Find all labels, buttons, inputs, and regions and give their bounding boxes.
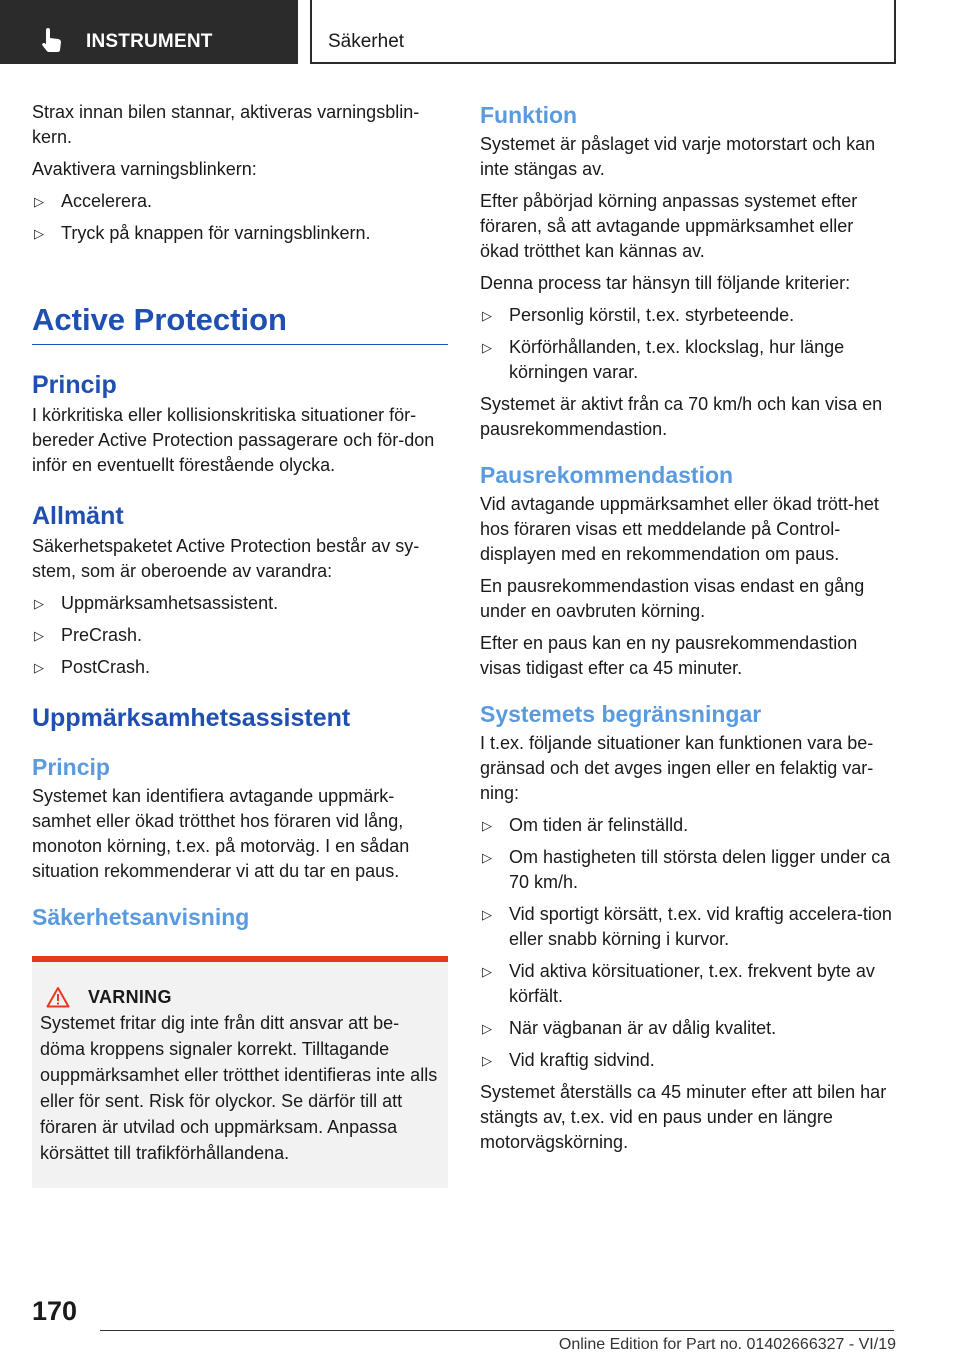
funktion-heading: Funktion bbox=[480, 102, 578, 128]
list-item: ▷ Vid kraftig sidvind. bbox=[480, 1048, 894, 1073]
assistant-heading: Uppmärksamhetsassistent bbox=[32, 704, 351, 732]
paus-paragraph-2: En pausrekommendastion visas endast en gång under en oavbruten körning. bbox=[480, 576, 865, 621]
allmant-list bbox=[32, 591, 448, 680]
list-item: ▷ Vid aktiva körsituationer, t.ex. frekvent byte av körfält. bbox=[482, 961, 875, 1006]
section-title: Active Protection bbox=[32, 300, 448, 345]
paus-paragraph-3: Efter en paus kan en ny pausrekommendastion visas tidigast efter ca 45 minuter. bbox=[480, 633, 858, 678]
warning-header bbox=[40, 986, 440, 1008]
triangle-bullet-icon: ▷ bbox=[34, 596, 44, 611]
funktion-paragraph-3: Denna process tar hänsyn till följande kriterier: bbox=[480, 273, 851, 293]
limits-paragraph-1: I t.ex. följande situationer kan funktionen vara be‐gränsad och det avges ingen eller en felaktig var‐ning: bbox=[480, 733, 874, 803]
warning-text: Systemet fritar dig inte från ditt ansvar att be‐döma kroppens signaler korrekt. Tilltagande ouppmärksamhet eller trötthet identifieras inte alls eller för sent. Risk för olyckor. Se därför till att föraren är utvilad och uppmärksam. Anpassa körsättet till trafikförhållandena. bbox=[40, 1013, 438, 1163]
triangle-bullet-icon: ▷ bbox=[482, 850, 492, 865]
funktion-paragraph-1: Systemet är påslaget vid varje motorstart och kan inte stängas av. bbox=[480, 134, 876, 179]
limits-heading: Systemets begränsningar bbox=[480, 701, 762, 727]
triangle-bullet-icon: ▷ bbox=[482, 964, 492, 979]
assistant-princip-heading: Princip bbox=[32, 754, 110, 780]
triangle-bullet-icon: ▷ bbox=[482, 907, 492, 922]
triangle-bullet-icon: ▷ bbox=[34, 660, 44, 675]
edition-text: Online Edition for Part no. 01402666327 - VI/19 bbox=[558, 1336, 896, 1353]
triangle-bullet-icon: ▷ bbox=[34, 226, 44, 241]
triangle-bullet-icon: ▷ bbox=[34, 194, 44, 209]
warning-label: VARNING bbox=[88, 986, 172, 1007]
list-item: ▷ Uppmärksamhetsassistent. bbox=[32, 591, 448, 616]
funktion-list bbox=[480, 303, 894, 385]
princip-heading: Princip bbox=[32, 371, 117, 399]
allmant-heading: Allmänt bbox=[32, 502, 124, 530]
header-tab-label: INSTRUMENT bbox=[86, 31, 213, 52]
list-item: ▷ Om hastigheten till största delen ligger under ca 70 km/h. bbox=[482, 847, 891, 892]
list-item: ▷ Vid sportigt körsätt, t.ex. vid kraftig accelera‐tion eller snabb körning i kurvor. bbox=[482, 904, 892, 949]
left-column bbox=[32, 100, 448, 1188]
triangle-bullet-icon: ▷ bbox=[482, 1053, 492, 1068]
right-column bbox=[480, 100, 894, 1162]
limits-paragraph-2: Systemet återställs ca 45 minuter efter att bilen har stängts av, t.ex. vid en paus under en längre motorvägskörning. bbox=[480, 1082, 887, 1152]
triangle-bullet-icon: ▷ bbox=[482, 1021, 492, 1036]
warning-box bbox=[32, 956, 448, 1188]
list-item: ▷ Tryck på knappen för varningsblinkern. bbox=[32, 221, 448, 246]
page-number: 170 bbox=[32, 1296, 78, 1326]
princip-text: I körkritiska eller kollisionskritiska situationer för‐bereder Active Protection passagerare och för‐don inför en eventuellt förestående olycka. bbox=[32, 405, 435, 475]
list-item: ▷ Körförhållanden, t.ex. klockslag, hur länge körningen varar. bbox=[482, 337, 845, 382]
list-item: ▷ PostCrash. bbox=[32, 655, 448, 680]
header-tab-instrument[interactable] bbox=[0, 0, 298, 64]
triangle-bullet-icon: ▷ bbox=[482, 308, 492, 323]
warning-triangle-icon bbox=[46, 986, 70, 1008]
triangle-bullet-icon: ▷ bbox=[482, 340, 492, 355]
assistant-princip-text: Systemet kan identifiera avtagande uppmärk‐samhet eller ökad trötthet hos föraren vid lång, monoton körning, t.ex. på motorväg. I en sådan situation rekommenderar vi att du tar en paus. bbox=[32, 786, 410, 881]
intro-paragraph-1: Strax innan bilen stannar, aktiveras varningsblin‐kern. bbox=[32, 102, 420, 147]
funktion-paragraph-2: Efter påbörjad körning anpassas systemet efter föraren, så att avtagande uppmärksamhet eller ökad trötthet kan kännas av. bbox=[480, 191, 858, 261]
list-item: ▷ När vägbanan är av dålig kvalitet. bbox=[480, 1016, 894, 1041]
list-item: ▷ PreCrash. bbox=[32, 623, 448, 648]
funktion-paragraph-4: Systemet är aktivt från ca 70 km/h och kan visa en pausrekommendastion. bbox=[480, 394, 883, 439]
intro-paragraph-2: Avaktivera varningsblinkern: bbox=[32, 159, 257, 179]
intro-list bbox=[32, 189, 448, 246]
limits-list bbox=[480, 813, 894, 1073]
triangle-bullet-icon: ▷ bbox=[482, 818, 492, 833]
list-item: ▷ Personlig körstil, t.ex. styrbeteende. bbox=[480, 303, 894, 328]
hand-pointer-icon bbox=[40, 26, 64, 54]
header-section-label: Säkerhet bbox=[328, 31, 405, 52]
list-item: ▷ Accelerera. bbox=[32, 189, 448, 214]
triangle-bullet-icon: ▷ bbox=[34, 628, 44, 643]
paus-heading: Pausrekommendastion bbox=[480, 462, 734, 488]
header-section bbox=[310, 0, 896, 64]
safety-heading: Säkerhetsanvisning bbox=[32, 904, 250, 930]
paus-paragraph-1: Vid avtagande uppmärksamhet eller ökad trött‐het hos föraren visas ett meddelande på Control-displayen med en rekommendation om paus. bbox=[480, 494, 879, 564]
allmant-text: Säkerhetspaketet Active Protection består av sy‐stem, som är oberoende av varandra: bbox=[32, 536, 420, 581]
list-item: ▷ Om tiden är felinställd. bbox=[480, 813, 894, 838]
